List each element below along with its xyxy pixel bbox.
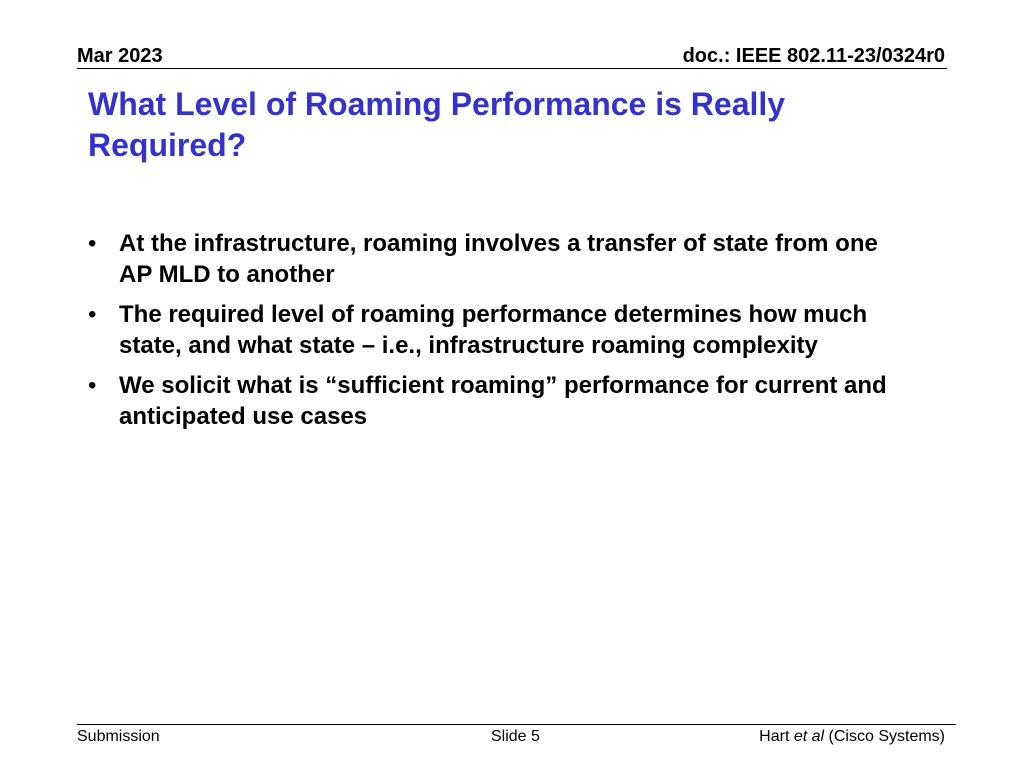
bullet-marker: • — [88, 230, 97, 257]
bullet-marker: • — [88, 372, 97, 399]
bullet-item — [88, 299, 908, 361]
bullet-item — [88, 370, 908, 432]
bullet-text: At the infrastructure, roaming involves a transfer of state from one AP MLD to another — [119, 230, 878, 288]
author-organization: (Cisco Systems) — [824, 728, 945, 745]
footer-divider — [77, 724, 956, 725]
bullet-list — [88, 228, 908, 441]
footer-author — [759, 727, 945, 747]
author-name: Hart — [759, 728, 794, 745]
slide-title: What Level of Roaming Performance is Really Required? — [88, 86, 786, 163]
slide-number: Slide 5 — [491, 728, 540, 745]
document-id: doc.: IEEE 802.11-23/0324r0 — [682, 45, 945, 67]
bullet-text: The required level of roaming performance determines how much state, and what state – i.e., infrastructure roaming complexity — [119, 301, 868, 359]
footer-submission: Submission — [77, 728, 160, 745]
author-et-al: et al — [793, 728, 825, 745]
bullet-text: We solicit what is “sufficient roaming” performance for current and anticipated use cases — [119, 372, 887, 430]
bullet-marker: • — [88, 301, 97, 328]
header-divider — [77, 68, 947, 69]
bullet-item — [88, 228, 908, 290]
header-date: Mar 2023 — [77, 45, 163, 67]
